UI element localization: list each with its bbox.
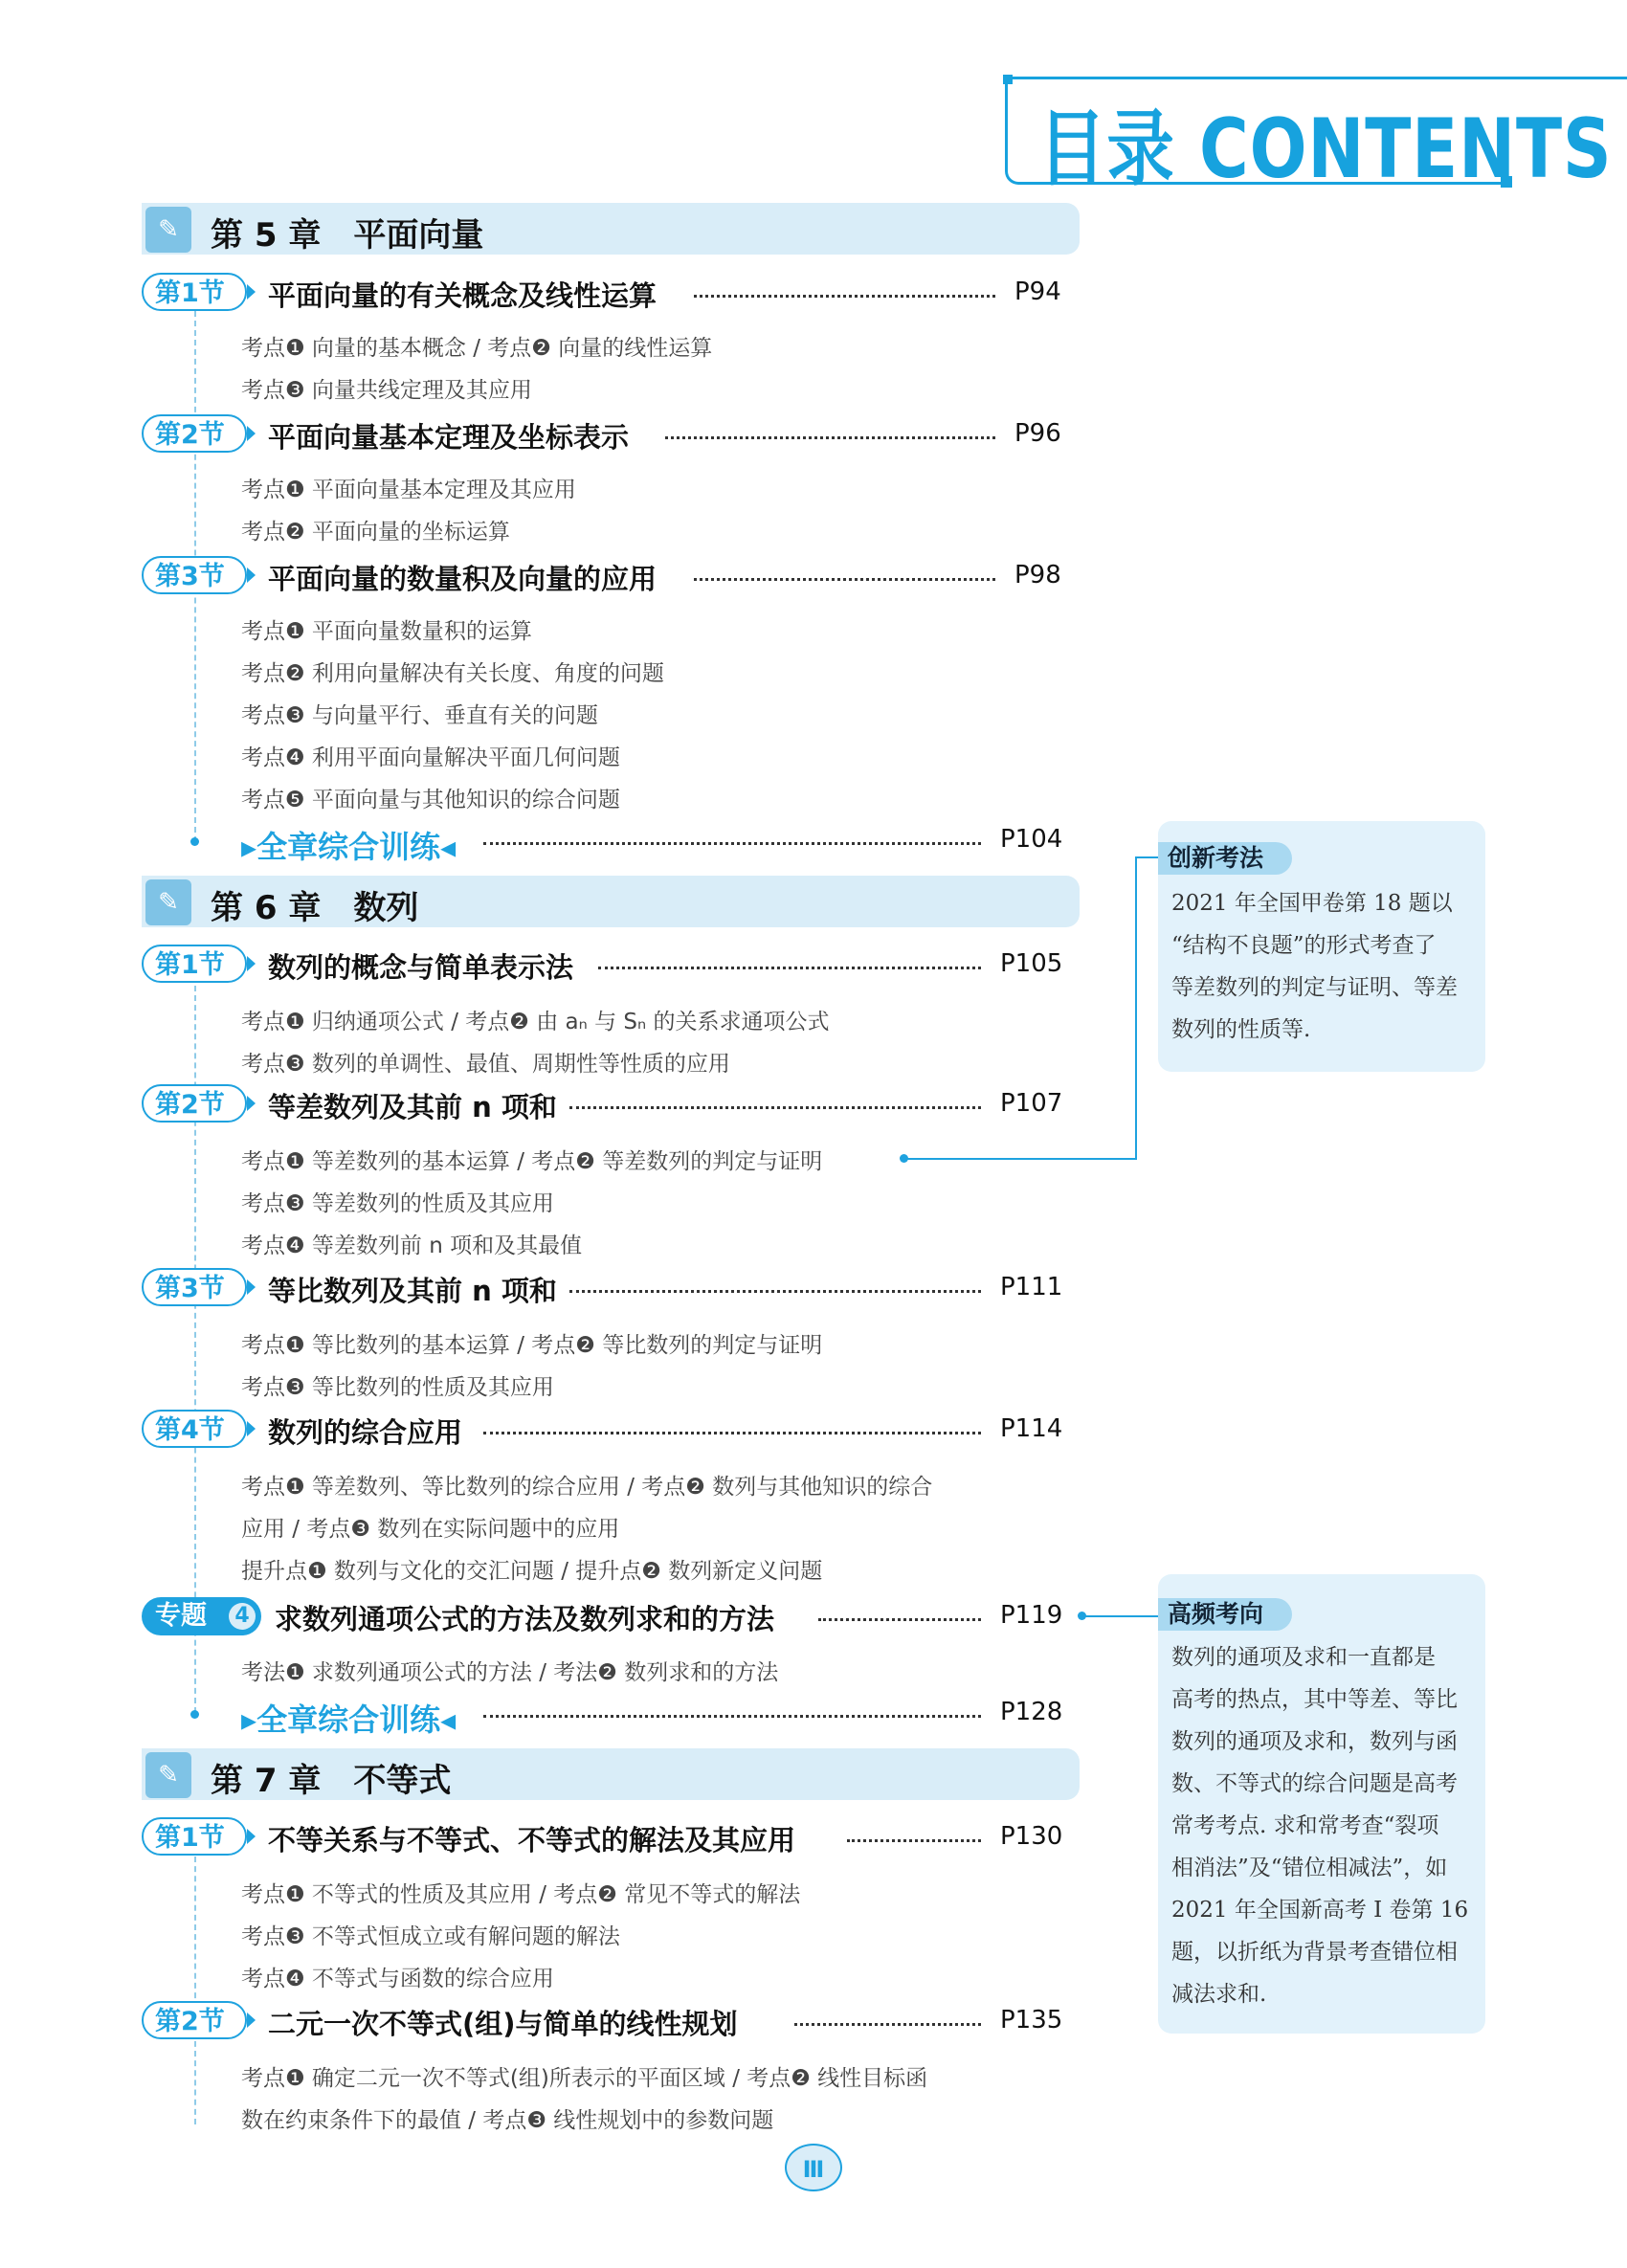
badge-arrow xyxy=(247,1829,256,1844)
leader-dots xyxy=(818,1618,981,1621)
exam-point: 考法❶ 求数列通项公式的方法 / 考法❷ 数列求和的方法 xyxy=(241,1660,779,1685)
exam-point: 考点❺ 平面向量与其他知识的综合问题 xyxy=(241,788,620,812)
exam-point: 考点❶ 不等式的性质及其应用 / 考点❷ 常见不等式的解法 xyxy=(241,1882,801,1907)
innovation-note-line: 2021 年全国甲卷第 18 题以 xyxy=(1171,891,1453,916)
page-ref: P107 xyxy=(1000,1089,1063,1118)
leader-dots xyxy=(847,1839,981,1842)
section-title[interactable]: 数列的综合应用 xyxy=(268,1416,463,1449)
connector-line xyxy=(1135,856,1158,858)
connector-dot xyxy=(1078,1612,1086,1620)
leader-dots xyxy=(665,436,995,439)
special-topic-label: 专题 xyxy=(155,1601,207,1631)
exam-point: 考点❶ 确定二元一次不等式(组)所表示的平面区域 / 考点❷ 线性目标函 xyxy=(241,2066,928,2091)
page-ref: P130 xyxy=(1000,1822,1063,1851)
special-topic-number: 4 xyxy=(229,1603,256,1630)
leader-dots xyxy=(569,1290,981,1293)
frequent-topic-line: 常考考点. 求和常考查“裂项 xyxy=(1171,1813,1439,1838)
timeline-dot xyxy=(190,837,199,846)
badge-arrow xyxy=(247,426,256,441)
leader-dots xyxy=(794,2023,981,2026)
leader-dots xyxy=(483,1715,981,1718)
chapter-training-link[interactable]: ▸全章综合训练◂ xyxy=(241,829,457,865)
frequent-topic-tag: 高频考向 xyxy=(1158,1598,1292,1631)
page-ref: P135 xyxy=(1000,2006,1063,2035)
section-title[interactable]: 平面向量的有关概念及线性运算 xyxy=(268,279,657,312)
innovation-note-tag: 创新考法 xyxy=(1158,842,1292,875)
section-title[interactable]: 求数列通项公式的方法及数列求和的方法 xyxy=(275,1603,775,1635)
connector-dot xyxy=(900,1154,908,1163)
exam-point: 数在约束条件下的最值 / 考点❸ 线性规划中的参数问题 xyxy=(241,2108,774,2133)
exam-point: 考点❸ 与向量平行、垂直有关的问题 xyxy=(241,703,598,728)
exam-point: 考点❸ 数列的单调性、最值、周期性等性质的应用 xyxy=(241,1052,730,1077)
page-ref: P114 xyxy=(1000,1414,1063,1443)
section-badge: 第1节 xyxy=(142,945,247,983)
exam-point: 考点❶ 等差数列、等比数列的综合应用 / 考点❷ 数列与其他知识的综合 xyxy=(241,1475,933,1500)
frequent-topic-line: 相消法”及“错位相减法”，如 xyxy=(1171,1856,1448,1880)
page-ref: P94 xyxy=(1014,278,1061,306)
badge-arrow xyxy=(247,1421,256,1436)
book-icon: ✎ xyxy=(145,879,191,925)
exam-point: 考点❶ 等比数列的基本运算 / 考点❷ 等比数列的判定与证明 xyxy=(241,1333,823,1358)
section-title[interactable]: 数列的概念与简单表示法 xyxy=(268,951,574,984)
innovation-note-line: “结构不良题”的形式考查了 xyxy=(1171,933,1437,958)
exam-point: 考点❶ 向量的基本概念 / 考点❷ 向量的线性运算 xyxy=(241,336,713,361)
exam-point: 考点❹ 等差数列前 n 项和及其最值 xyxy=(241,1234,583,1258)
leader-dots xyxy=(694,295,995,298)
leader-dots xyxy=(483,1432,981,1434)
exam-point: 考点❶ 平面向量数量积的运算 xyxy=(241,619,532,644)
frequent-topic-line: 数列的通项及求和，数列与函 xyxy=(1171,1729,1458,1754)
frequent-topic-line: 减法求和. xyxy=(1171,1982,1267,2007)
page-ref: P98 xyxy=(1014,561,1061,589)
exam-point: 考点❷ 利用向量解决有关长度、角度的问题 xyxy=(241,661,664,686)
badge-arrow xyxy=(247,1279,256,1295)
exam-point: 考点❹ 不等式与函数的综合应用 xyxy=(241,1967,554,1991)
exam-point: 考点❸ 等差数列的性质及其应用 xyxy=(241,1191,554,1216)
special-topic-badge xyxy=(142,1597,261,1635)
chapter-title: 第 7 章 不等式 xyxy=(211,1762,452,1800)
innovation-note-line: 数列的性质等. xyxy=(1171,1017,1311,1042)
section-title[interactable]: 不等关系与不等式、不等式的解法及其应用 xyxy=(268,1824,796,1857)
leader-dots xyxy=(598,967,981,969)
book-icon: ✎ xyxy=(145,1752,191,1798)
section-title[interactable]: 等差数列及其前 n 项和 xyxy=(268,1091,557,1123)
frequent-topic-line: 题，以折纸为背景考查错位相 xyxy=(1171,1940,1458,1965)
frequent-topic-line: 2021 年全国新高考 Ⅰ 卷第 16 xyxy=(1171,1898,1469,1923)
exam-point: 考点❶ 归纳通项公式 / 考点❷ 由 aₙ 与 Sₙ 的关系求通项公式 xyxy=(241,1010,830,1034)
exam-point: 考点❶ 平面向量基本定理及其应用 xyxy=(241,478,576,502)
section-title[interactable]: 二元一次不等式(组)与简单的线性规划 xyxy=(268,2008,738,2040)
chapter-training-link[interactable]: ▸全章综合训练◂ xyxy=(241,1701,457,1738)
page-ref: P119 xyxy=(1000,1601,1063,1630)
badge-arrow xyxy=(247,567,256,583)
chapter-title: 第 5 章 平面向量 xyxy=(211,216,484,255)
header-corner-top xyxy=(1003,75,1013,84)
frequent-topic-line: 数、不等式的综合问题是高考 xyxy=(1171,1771,1458,1796)
leader-dots xyxy=(694,578,995,581)
exam-point: 考点❷ 平面向量的坐标运算 xyxy=(241,520,510,545)
timeline xyxy=(194,1857,196,2124)
section-badge: 第4节 xyxy=(142,1410,247,1448)
page-number: Ⅲ xyxy=(785,2144,842,2191)
exam-point: 考点❹ 利用平面向量解决平面几何问题 xyxy=(241,745,620,770)
badge-arrow xyxy=(247,1096,256,1111)
section-title[interactable]: 等比数列及其前 n 项和 xyxy=(268,1275,557,1307)
frequent-topic-line: 数列的通项及求和一直都是 xyxy=(1171,1645,1436,1670)
page-ref: P104 xyxy=(1000,825,1063,854)
section-badge: 第3节 xyxy=(142,556,247,594)
innovation-note-line: 等差数列的判定与证明、等差 xyxy=(1171,975,1458,1000)
section-badge: 第2节 xyxy=(142,2001,247,2039)
page-ref: P111 xyxy=(1000,1273,1063,1301)
exam-point: 提升点❶ 数列与文化的交汇问题 / 提升点❷ 数列新定义问题 xyxy=(241,1559,823,1584)
connector-line xyxy=(1135,856,1137,1160)
page-title: 目录 CONTENTS xyxy=(1038,101,1613,197)
leader-dots xyxy=(483,842,981,845)
badge-arrow xyxy=(247,284,256,300)
leader-dots xyxy=(569,1106,981,1109)
frequent-topic-line: 高考的热点，其中等差、等比 xyxy=(1171,1687,1458,1712)
exam-point: 考点❸ 等比数列的性质及其应用 xyxy=(241,1375,554,1400)
timeline-dot xyxy=(190,1710,199,1719)
chapter-title: 第 6 章 数列 xyxy=(211,889,419,927)
section-title[interactable]: 平面向量的数量积及向量的应用 xyxy=(268,563,657,595)
connector-line xyxy=(1081,1615,1158,1617)
connector-line xyxy=(904,1158,1137,1160)
section-badge: 第2节 xyxy=(142,414,247,453)
page-ref: P105 xyxy=(1000,949,1063,978)
exam-point: 应用 / 考点❸ 数列在实际问题中的应用 xyxy=(241,1517,620,1542)
page-ref: P96 xyxy=(1014,419,1061,448)
section-title[interactable]: 平面向量基本定理及坐标表示 xyxy=(268,421,630,454)
section-badge: 第1节 xyxy=(142,1817,247,1856)
exam-point: 考点❶ 等差数列的基本运算 / 考点❷ 等差数列的判定与证明 xyxy=(241,1149,823,1174)
page-ref: P128 xyxy=(1000,1698,1063,1726)
section-badge: 第3节 xyxy=(142,1268,247,1306)
exam-point: 考点❸ 不等式恒成立或有解问题的解法 xyxy=(241,1924,620,1949)
section-badge: 第2节 xyxy=(142,1084,247,1123)
exam-point: 考点❸ 向量共线定理及其应用 xyxy=(241,378,532,403)
section-badge: 第1节 xyxy=(142,273,247,311)
badge-arrow xyxy=(247,956,256,971)
badge-arrow xyxy=(247,2012,256,2028)
book-icon: ✎ xyxy=(145,207,191,253)
